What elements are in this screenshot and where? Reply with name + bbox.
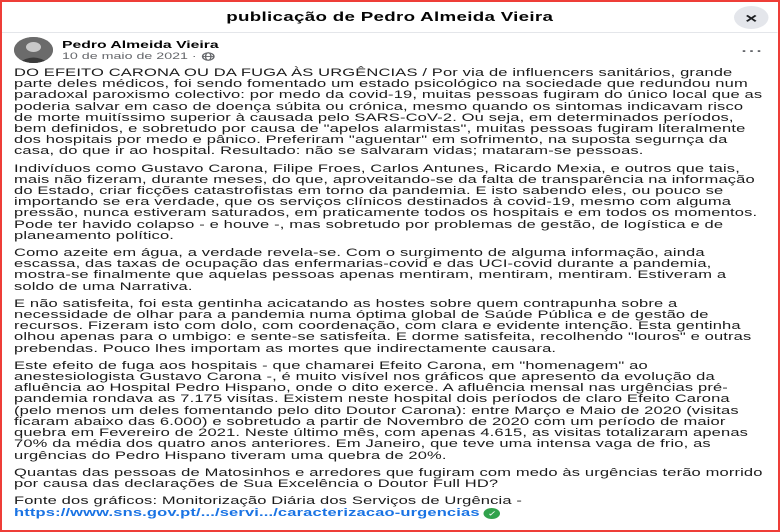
post-paragraph: Quantas das pessoas de Matosinhos e arredores que fugiram com medo às urgências terão morrido por causa das declarações de Sua Excelência o Doutor Full HD? (14, 466, 763, 490)
source-link[interactable]: https://www.sns.gov.pt/.../servi.../caracterizacao-urgencias (14, 507, 480, 520)
close-icon: × (745, 9, 758, 26)
source-caption: Fonte dos gráficos: Monitorização Diária dos Serviços de Urgência - (14, 495, 523, 508)
source-block (14, 496, 766, 519)
post-meta (62, 51, 219, 62)
post-paragraph: DO EFEITO CARONA OU DA FUGA ÀS URGÊNCIAS / Por via de influencers sanitários, grande parte deles médicos, foi sendo fomentado um estado psicológico na sociedade que redundou num paradoxal paroxismo colectivo: por medo da covid-19, muitas pessoas fugiram do único local que as poderia salvar em caso de doença súbita ou crónica, mesmo quando os sintomas indicavam risco de morte muitíssimo superior à causada pelo SARS-CoV-2. Ou seja, em determinados períodos, bem definidos, e sobretudo por causa de "apelos alarmistas", muitas pessoas fugiram literalmente dos hospitais por medo e pânico. Preferiram "aguentar" em sofrimento, na suposta segurnça da casa, do que ir ao hospital. Resultado: não se salvaram vidas; mataram-se pessoas. (14, 67, 763, 158)
post-paragraph: Como azeite em água, a verdade revela-se. Com o surgimento de alguma informação, ainda escassa, das taxas de ocupação das enfermarias-covid e das UCI-covid durante a pandemia, mostra-se finalmente que aquelas pessoas apenas mentiram, mentiram, mentiram. Estiveram a soldo de uma Narrativa. (14, 247, 727, 293)
globe-icon (201, 52, 215, 61)
dialog-title: publicação de Pedro Almeida Vieira (226, 10, 554, 24)
post-paragraph: Indivíduos como Gustavo Carona, Filipe Froes, Carlos Antunes, Ricardo Mexia, e outros que tais, mais não fizeram, durante meses, do que, aproveitando-se da falta de transparência na informação do Estado, criar ficções catastrofistas em torno da pandemia. E isto sabendo eles, ou pouco se importando se era verdade, que os serviços clínicos destinados à covid-19, mesmo com alguma pressão, nunca estiveram saturados, em praticamente todos os hospitais e em todos os momentos. Pode ter havido colapso - e houve -, mas sobretudo por problemas de gestão, de logística e de planeamento político. (14, 162, 758, 242)
check-icon: ✓ (487, 509, 498, 519)
author-block (62, 39, 219, 62)
post-date[interactable]: 10 de maio de 2021 · (62, 50, 197, 62)
author-name[interactable]: Pedro Almeida Vieira (62, 38, 219, 51)
ellipsis-icon: ··· (741, 44, 764, 58)
avatar-portrait (14, 37, 53, 63)
verified-badge-icon (484, 508, 501, 519)
dialog-title-bar (2, 2, 778, 33)
source-link-row (14, 508, 766, 519)
more-options-button[interactable] (742, 45, 765, 57)
post-header (2, 33, 778, 65)
post-paragraph: E não satisfeita, foi esta gentinha acicatando as hostes sobre quem contrapunha sobre a necessidade de olhar para a pandemia numa óptima global de Saúde Pública e de gestão de recursos. Fizeram isto com dolo, com coordenação, com clara e evidente intenção. Esta gentinha olhou apenas para o umbigo: e sente-se satisfeita. E dorme satisfeita, recolhendo "louros" e outras prebendas. Pouco lhes importam as mortes que indirectamente causara. (14, 297, 752, 355)
avatar[interactable] (14, 37, 53, 63)
close-button[interactable] (734, 6, 769, 29)
post-paragraph: Este efeito de fuga aos hospitais - que chamarei Efeito Carona, em "homenagem" ao anestesiologista Gustavo Carona -, é muito visível nos gráficos que apresento da evolução da afluência ao Hospital Pedro Hispano, onde o dito exerce. A afluência mensal nas urgências pré-pandemia rondava as 7.175 visitas. Existem neste hospital dois períodos de claro Efeito Carona (pelo menos um deles fomentando pelo dito Doutor Carona): entre Março e Maio de 2020 (visitas ficaram abaixo das 6.000) e sobretudo a partir de Novembro de 2020 com um período de maior quebra em Fevereiro de 2021. Neste último mês, com apenas 4.615, as visitas totalizaram apenas 70% da média dos quatro anos anteriores. Em Janeiro, que teve uma intensa vaga de frio, as urgências do Pedro Hispano tiveram uma quebra de 20%. (14, 359, 749, 462)
post-body (2, 65, 778, 520)
